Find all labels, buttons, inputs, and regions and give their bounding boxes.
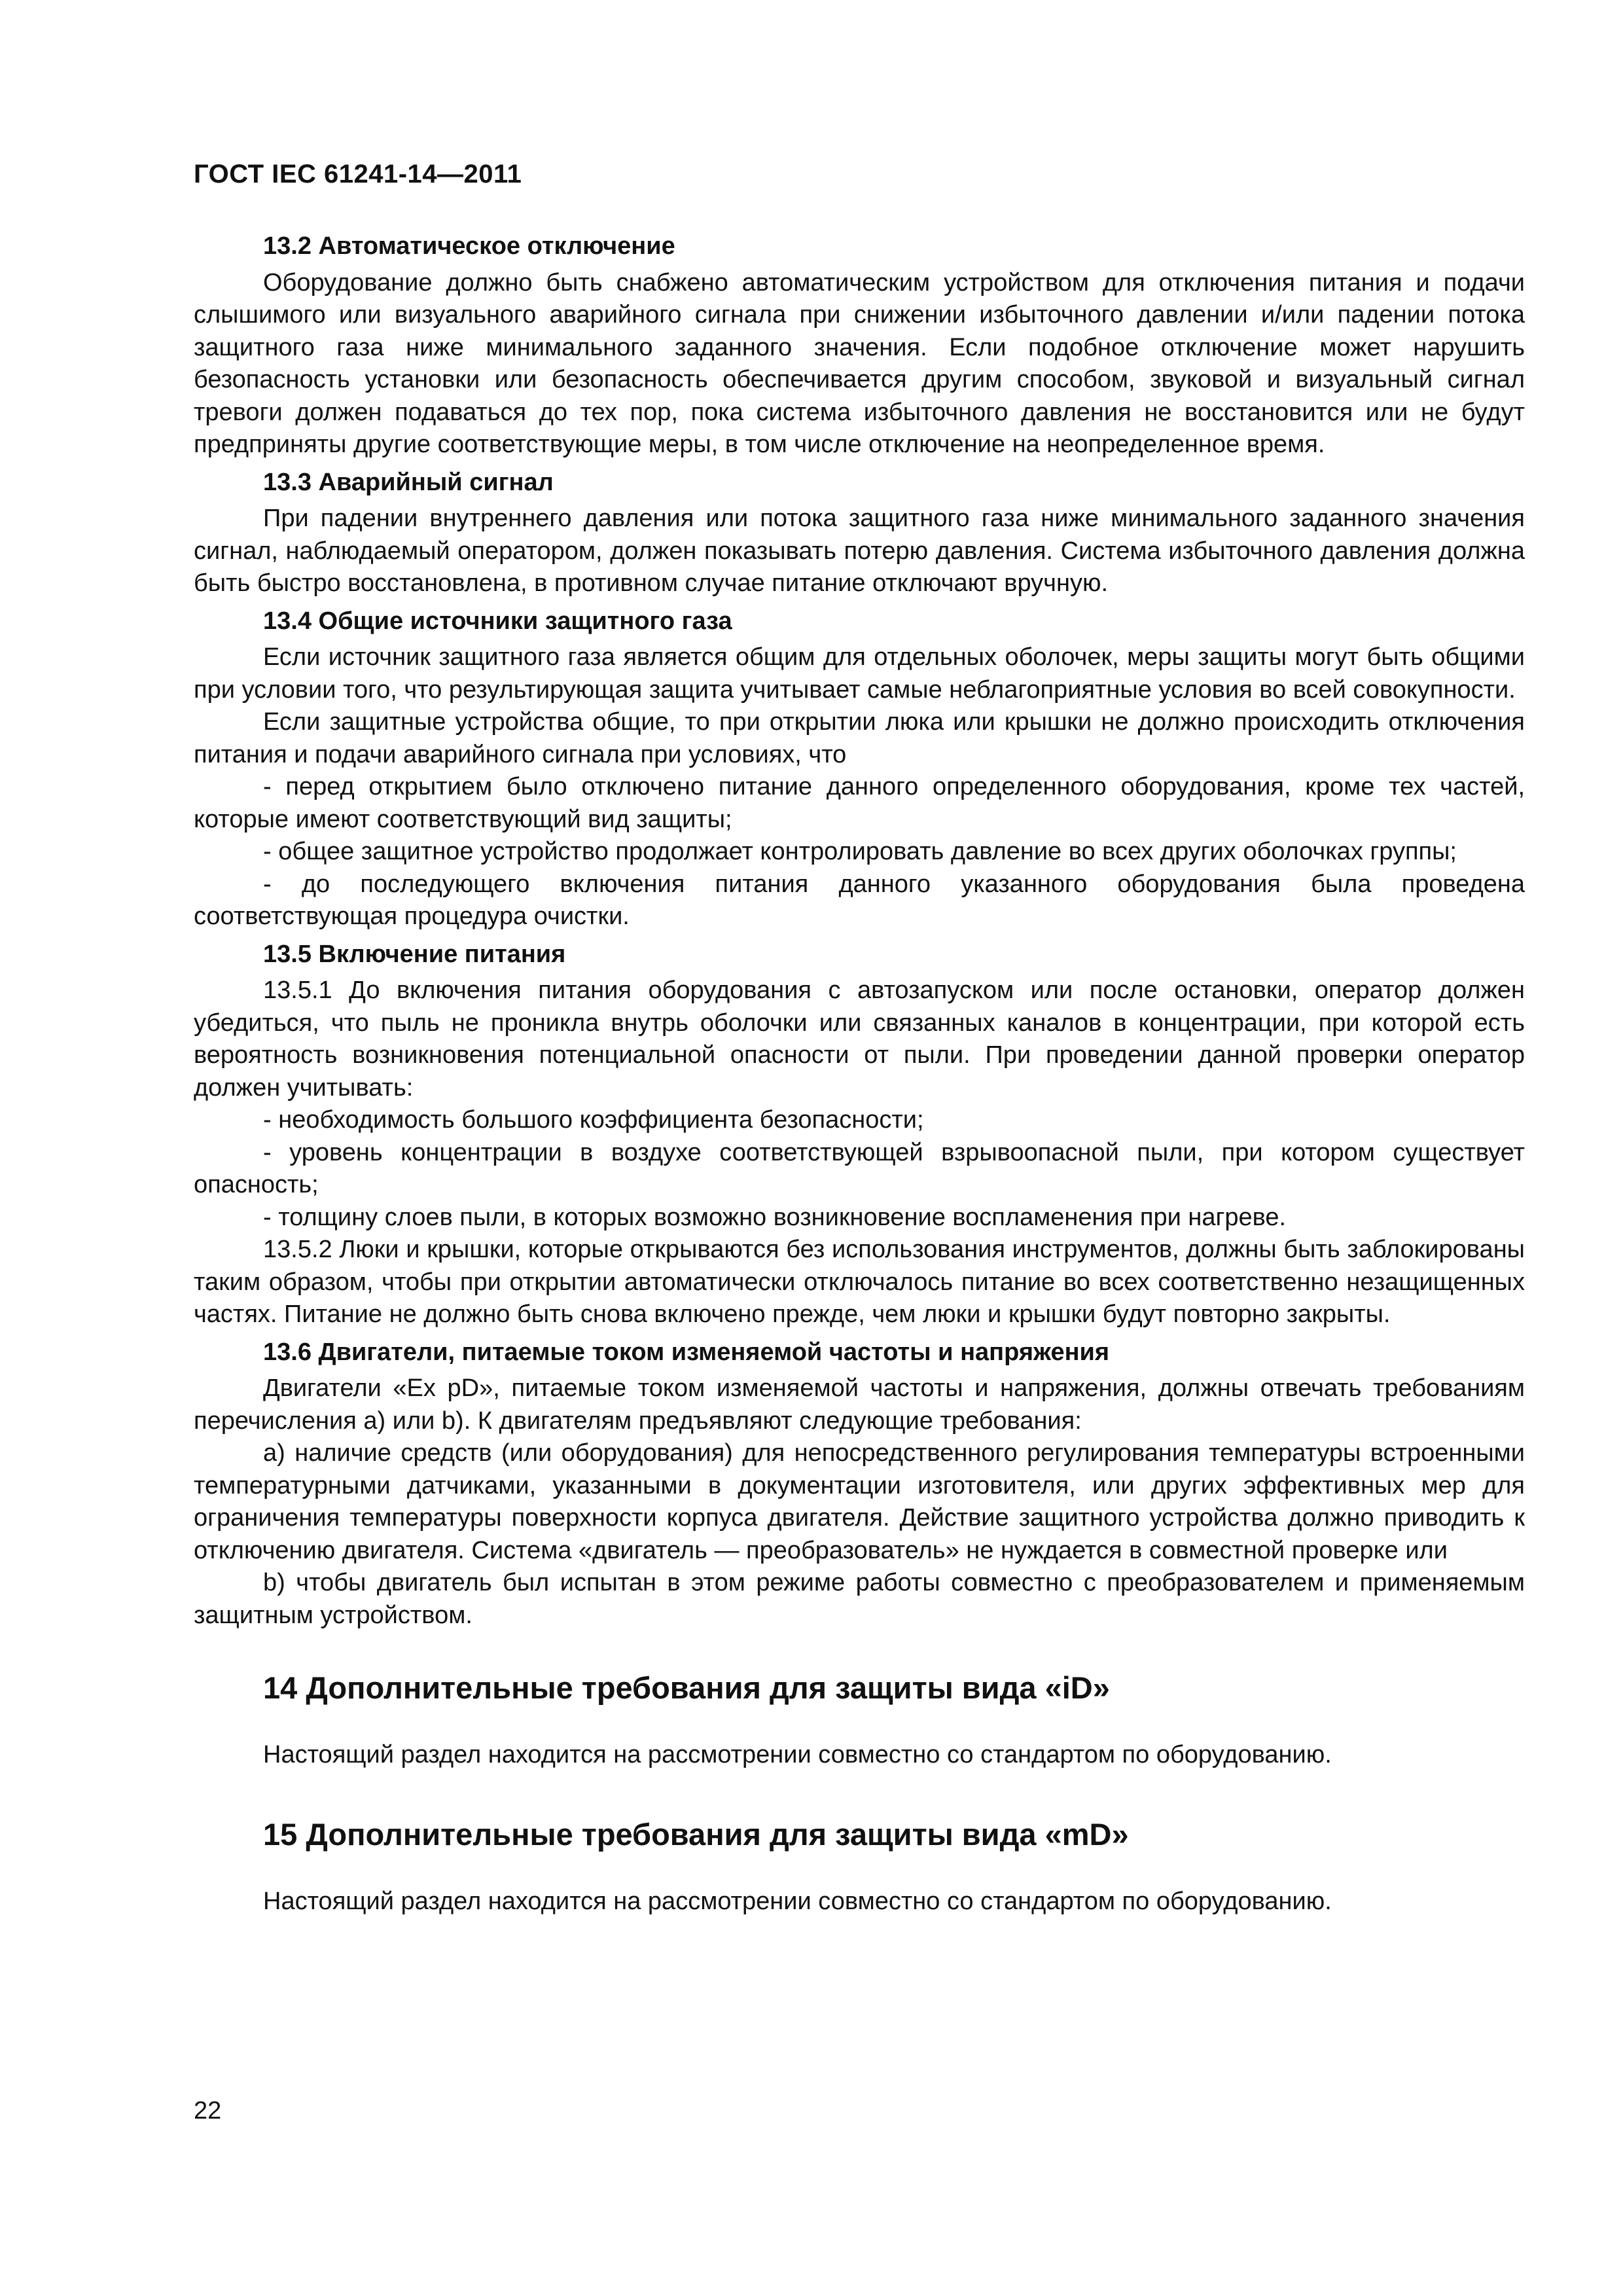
paragraph: Если защитные устройства общие, то при открытии люка или крышки не должно происходить отключения питания и подачи аварийного сигнала при условиях, что — [194, 708, 1525, 768]
paragraph: Оборудование должно быть снабжено автоматическим устройством для отключения питания и подачи слышимого или визуального аварийного сигнала при снижении избыточного давлении и/или падении потока защитного газа ниже минимального заданного значения. Если подобное отключение может нарушить безопасность установки или безопасность обеспечивается другим способом, звуковой и визуальный сигнал тревоги должен подаваться до тех пор, пока система избыточного давления не восстановится или не будут предприняты другие соответствующие меры, в том числе отключение на неопределенное время. — [194, 268, 1525, 458]
section-13-3-heading: 13.3 Аварийный сигнал — [263, 468, 554, 496]
section-13-2-heading: 13.2 Автоматическое отключение — [263, 232, 675, 260]
paragraph: Настоящий раздел находится на рассмотрении совместно со стандартом по оборудованию. — [263, 1887, 1332, 1915]
list-item: - необходимость большого коэффициента безопасности; — [263, 1106, 924, 1134]
list-item: b) чтобы двигатель был испытан в этом режиме работы совместно с преобразователем и применяемым защитным устройством. — [194, 1569, 1525, 1629]
paragraph: 13.5.1 До включения питания оборудования с автозапуском или после остановки, оператор должен убедиться, что пыль не проникла внутрь оболочки или связанных каналов в концентрации, при которой есть вероятность возникновения потенциальной опасности от пыли. При проведении данной проверки оператор должен учитывать: — [194, 977, 1525, 1102]
section-13-5-heading: 13.5 Включение питания — [263, 940, 566, 968]
document-body — [194, 225, 1525, 1918]
page-number: 22 — [194, 2097, 222, 2125]
section-13-4-heading: 13.4 Общие источники защитного газа — [263, 607, 732, 635]
section-15-heading: 15 Дополнительные требования для защиты вида «mD» — [263, 1816, 1129, 1852]
list-item: - общее защитное устройство продолжает контролировать давление во всех других оболочках группы; — [263, 838, 1457, 865]
list-item: - до последующего включения питания данного указанного оборудования была проведена соответствующая процедура очистки. — [194, 870, 1525, 930]
paragraph: Двигатели «Ex pD», питаемые током изменяемой частоты и напряжения, должны отвечать требованиям перечисления а) или b). К двигателям предъявляют следующие требования: — [194, 1374, 1525, 1435]
section-13-6-heading: 13.6 Двигатели, питаемые током изменяемой частоты и напряжения — [263, 1338, 1110, 1366]
list-item: а) наличие средств (или оборудования) для непосредственного регулирования температуры встроенными температурными датчиками, указанными в документации изготовителя, или других эффективных мер для ограничения температуры поверхности корпуса двигателя. Действие защитного устройства должно приводить к отключению двигателя. Система «двигатель — преобразователь» не нуждается в совместной проверке или — [194, 1439, 1525, 1564]
paragraph: 13.5.2 Люки и крышки, которые открываются без использования инструментов, должны быть заблокированы таким образом, чтобы при открытии автоматически отключалось питание во всех соответственно незащищенных частях. Питание не должно быть снова включено прежде, чем люки и крышки будут повторно закрыты. — [194, 1236, 1525, 1328]
section-14-heading: 14 Дополнительные требования для защиты вида «iD» — [263, 1670, 1110, 1705]
paragraph: Настоящий раздел находится на рассмотрении совместно со стандартом по оборудованию. — [263, 1741, 1332, 1768]
list-item: - толщину слоев пыли, в которых возможно возникновение воспламенения при нагреве. — [263, 1203, 1287, 1231]
list-item: - перед открытием было отключено питание данного определенного оборудования, кроме тех частей, которые имеют соответствующий вид защиты; — [194, 773, 1525, 833]
standard-header: ГОСТ IEC 61241-14—2011 — [194, 160, 522, 188]
paragraph: При падении внутреннего давления или потока защитного газа ниже минимального заданного значения сигнал, наблюдаемый оператором, должен показывать потерю давления. Система избыточного давления должна быть быстро восстановлена, в противном случае питание отключают вручную. — [194, 505, 1525, 597]
list-item: - уровень концентрации в воздухе соответствующей взрывоопасной пыли, при котором существует опасность; — [194, 1138, 1525, 1198]
paragraph: Если источник защитного газа является общим для отдельных оболочек, меры защиты могут быть общими при условии того, что результирующая защита учитывает самые неблагоприятные условия во всей совокупности. — [194, 643, 1525, 704]
